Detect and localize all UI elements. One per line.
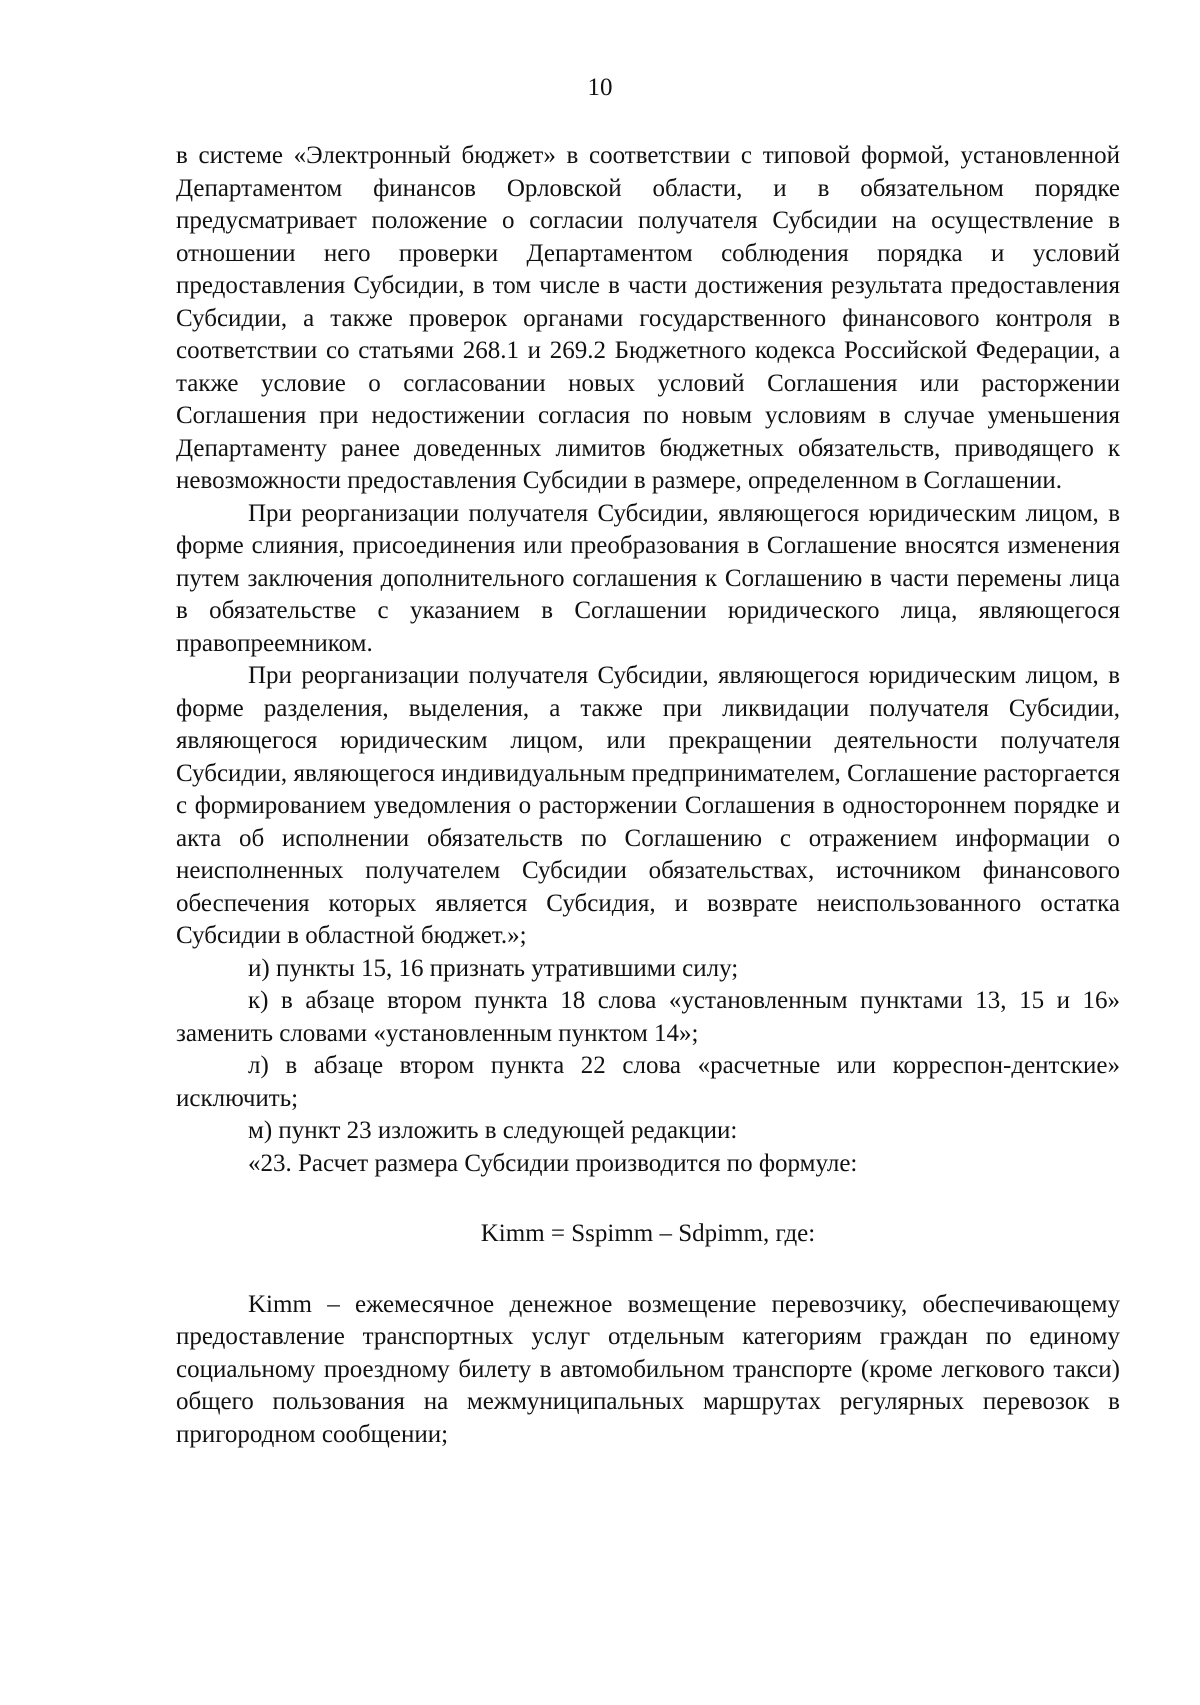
formula: Kimm = Sspimm – Sdpimm, где: (480, 1220, 816, 1247)
paragraph-reorganization-merger: При реорганизации получателя Субсидии, являющегося юридическим лицом, в форме слияния, присоединения или преобразования в Соглашение вносятся изменения путем заключения дополнительного соглашения к Соглашению в части перемены лица в обязательстве с указанием в Соглашении юридического лица, являющегося правопреемником. (176, 499, 1120, 657)
paragraph-continuation: в системе «Электронный бюджет» в соответствии с типовой формой, установленной Департаментом финансов Орловской области, и в обязательном порядке предусматривает положение о согласии получателя Субсидии на осуществление в отношении него проверки Департаментом соблюдения порядка и условий предоставления Субсидии, в том числе в части достижения результата предоставления Субсидии, а также проверок органами государственного финансового контроля в соответствии со статьями 268.1 и 269.2 Бюджетного кодекса Российской Федерации, а также условие о согласовании новых условий Соглашения или расторжении Соглашения при недостижении согласия по новым условиям в случае уменьшения Департаменту ранее доведенных лимитов бюджетных обязательств, приводящего к невозможности предоставления Субсидии в размере, определенном в Соглашении. (176, 142, 1120, 494)
paragraph-formula-intro: «23. Расчет размера Субсидии производится по формуле: (248, 1149, 858, 1177)
list-item-m: м) пункт 23 изложить в следующей редакции: (248, 1117, 738, 1144)
document-body (176, 140, 1120, 1451)
paragraph-reorganization-division: При реорганизации получателя Субсидии, являющегося юридическим лицом, в форме разделения, выделения, а также при ликвидации получателя Субсидии, являющегося юридическим лицом, или прекращении деятельности получателя Субсидии, являющегося индивидуальным предпринимателем, Соглашение расторгается с формированием уведомления о расторжении Соглашения в одностороннем порядке и акта об исполнении обязательств по Соглашению с отражением информации о неисполненных получателем Субсидии обязательствах, источником финансового обеспечения которых является Субсидия, и возврате неиспользованного остатка Субсидии в областной бюджет.»; (176, 662, 1120, 949)
list-item-l: л) в абзаце втором пункта 22 слова «расчетные или корреспон-дентские» исключить; (176, 1052, 1120, 1112)
page-number: 10 (587, 74, 613, 101)
list-item-i: и) пункты 15, 16 признать утратившими силу; (248, 954, 739, 982)
paragraph-definition-kimm: Kimm – ежемесячное денежное возмещение перевозчику, обеспечивающему предоставление транспортных услуг отдельным категориям граждан по единому социальному проездному билету в автомобильном транспорте (кроме легкового такси) общего пользования на межмуниципальных маршрутах регулярных перевозок в пригородном сообщении; (176, 1290, 1120, 1448)
list-item-k: к) в абзаце втором пункта 18 слова «установленным пунктами 13, 15 и 16» заменить словами «установленным пунктом 14»; (176, 987, 1120, 1047)
